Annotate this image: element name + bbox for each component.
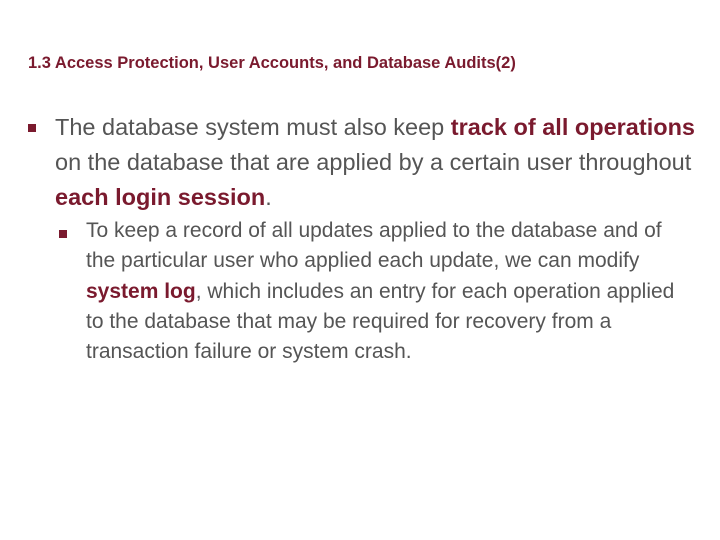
text-run: The database system must also keep xyxy=(55,114,451,140)
square-bullet-icon xyxy=(28,124,36,132)
slide-title: 1.3 Access Protection, User Accounts, and Database Audits(2) xyxy=(28,54,516,72)
text-run: To keep a record of all updates applied to the database and of the particular user who applied each update, we can modify xyxy=(86,219,662,273)
emphasis-system-log: system log xyxy=(86,279,196,303)
emphasis-track-operations: track of all operations xyxy=(450,114,695,140)
text-run: , which includes an entry for each operation applied to the database that may be required for recovery from a transaction failure or system crash. xyxy=(86,279,675,364)
square-bullet-icon xyxy=(59,230,67,238)
bullet-point-level-1 xyxy=(55,110,695,215)
bullet-point-level-2 xyxy=(86,216,696,367)
text-run: on the database that are applied by a certain user throughout xyxy=(55,149,692,175)
emphasis-login-session: each login session xyxy=(55,184,266,210)
text-run: . xyxy=(265,184,272,210)
